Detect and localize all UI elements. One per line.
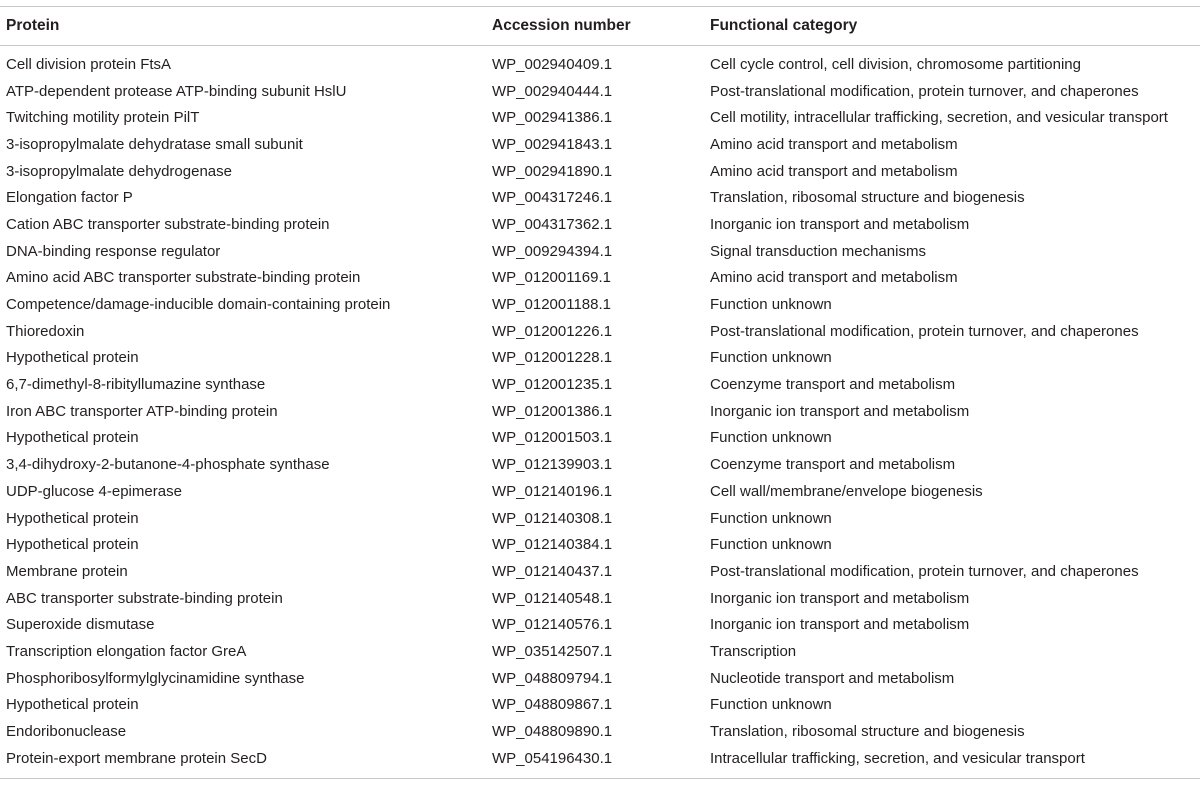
cell-protein: Thioredoxin xyxy=(6,322,85,340)
cell-protein: Amino acid ABC transporter substrate-binding protein xyxy=(6,269,361,287)
table-row xyxy=(0,611,1200,638)
cell-protein: Membrane protein xyxy=(6,562,128,580)
table-row xyxy=(0,638,1200,665)
cell-protein: ATP-dependent protease ATP-binding subunit HslU xyxy=(6,82,347,100)
cell-functional-category: Post-translational modification, protein turnover, and chaperones xyxy=(710,322,1139,340)
table-row xyxy=(0,398,1200,425)
cell-functional-category: Amino acid transport and metabolism xyxy=(710,162,958,180)
cell-functional-category: Signal transduction mechanisms xyxy=(710,242,926,260)
cell-accession-number: WP_012140576.1 xyxy=(492,616,613,634)
table-body xyxy=(0,45,1200,772)
cell-functional-category: Inorganic ion transport and metabolism xyxy=(710,616,970,634)
cell-accession-number: WP_012140548.1 xyxy=(492,589,613,607)
table-row xyxy=(0,291,1200,318)
cell-functional-category: Function unknown xyxy=(710,349,832,367)
table-header xyxy=(0,7,1200,45)
cell-accession-number: WP_012001169.1 xyxy=(492,269,611,287)
cell-accession-number: WP_012139903.1 xyxy=(492,456,613,474)
cell-accession-number: WP_012001386.1 xyxy=(492,402,613,420)
cell-functional-category: Coenzyme transport and metabolism xyxy=(710,376,956,394)
table-row xyxy=(0,558,1200,585)
table-row xyxy=(0,158,1200,185)
cell-accession-number: WP_048809890.1 xyxy=(492,723,613,741)
cell-protein: Hypothetical protein xyxy=(6,429,139,447)
cell-accession-number: WP_012140437.1 xyxy=(492,562,613,580)
cell-protein: 6,7-dimethyl-8-ribityllumazine synthase xyxy=(6,376,266,394)
cell-functional-category: Post-translational modification, protein turnover, and chaperones xyxy=(710,82,1139,100)
table-row xyxy=(0,505,1200,532)
table-row xyxy=(0,211,1200,238)
table-row xyxy=(0,45,1200,78)
cell-functional-category: Amino acid transport and metabolism xyxy=(710,269,958,287)
cell-accession-number: WP_002940409.1 xyxy=(492,55,613,73)
cell-protein: Endoribonuclease xyxy=(6,723,127,741)
cell-protein: Twitching motility protein PilT xyxy=(6,109,200,127)
cell-protein: Iron ABC transporter ATP-binding protein xyxy=(6,402,278,420)
table-row xyxy=(0,371,1200,398)
cell-protein: 3-isopropylmalate dehydratase small subunit xyxy=(6,135,303,153)
cell-functional-category: Cell wall/membrane/envelope biogenesis xyxy=(710,482,983,500)
cell-functional-category: Translation, ribosomal structure and biogenesis xyxy=(710,189,1025,207)
table-row xyxy=(0,745,1200,772)
cell-accession-number: WP_048809794.1 xyxy=(492,669,613,687)
cell-functional-category: Intracellular trafficking, secretion, and vesicular transport xyxy=(710,749,1085,767)
cell-functional-category: Nucleotide transport and metabolism xyxy=(710,669,955,687)
cell-protein: Superoxide dismutase xyxy=(6,616,155,634)
protein-table xyxy=(0,7,1200,772)
cell-protein: Hypothetical protein xyxy=(6,536,139,554)
cell-protein: Cation ABC transporter substrate-binding protein xyxy=(6,215,330,233)
table-row xyxy=(0,78,1200,105)
cell-protein: Cell division protein FtsA xyxy=(6,55,172,73)
cell-accession-number: WP_004317246.1 xyxy=(492,189,613,207)
table-row xyxy=(0,104,1200,131)
table-row xyxy=(0,665,1200,692)
cell-functional-category: Coenzyme transport and metabolism xyxy=(710,456,956,474)
cell-accession-number: WP_012001228.1 xyxy=(492,349,613,367)
cell-protein: 3-isopropylmalate dehydrogenase xyxy=(6,162,232,180)
table-row xyxy=(0,531,1200,558)
cell-accession-number: WP_002940444.1 xyxy=(492,82,613,100)
cell-protein: ABC transporter substrate-binding protein xyxy=(6,589,283,607)
cell-protein: Hypothetical protein xyxy=(6,509,139,527)
cell-accession-number: WP_054196430.1 xyxy=(492,749,613,767)
cell-functional-category: Transcription xyxy=(710,642,797,660)
table-row xyxy=(0,478,1200,505)
cell-accession-number: WP_012001188.1 xyxy=(492,296,611,314)
header-row xyxy=(0,7,1200,45)
cell-protein: Protein-export membrane protein SecD xyxy=(6,749,267,767)
cell-functional-category: Post-translational modification, protein turnover, and chaperones xyxy=(710,562,1139,580)
table-row xyxy=(0,345,1200,372)
cell-protein: Phosphoribosylformylglycinamidine synthase xyxy=(6,669,305,687)
column-header-functional-category: Functional category xyxy=(710,17,858,34)
table-row xyxy=(0,692,1200,719)
table-row xyxy=(0,425,1200,452)
cell-accession-number: WP_012001235.1 xyxy=(492,376,613,394)
cell-protein: UDP-glucose 4-epimerase xyxy=(6,482,182,500)
table-row xyxy=(0,238,1200,265)
cell-functional-category: Function unknown xyxy=(710,536,832,554)
cell-functional-category: Function unknown xyxy=(710,509,832,527)
cell-functional-category: Function unknown xyxy=(710,296,832,314)
cell-functional-category: Cell motility, intracellular trafficking, secretion, and vesicular transport xyxy=(710,109,1168,127)
cell-functional-category: Cell cycle control, cell division, chromosome partitioning xyxy=(710,55,1081,73)
cell-functional-category: Inorganic ion transport and metabolism xyxy=(710,589,970,607)
cell-accession-number: WP_012140196.1 xyxy=(492,482,613,500)
cell-functional-category: Translation, ribosomal structure and biogenesis xyxy=(710,723,1025,741)
column-header-accession-number: Accession number xyxy=(492,17,631,34)
table-row xyxy=(0,131,1200,158)
cell-protein: Elongation factor P xyxy=(6,189,133,207)
table-row xyxy=(0,718,1200,745)
cell-protein: Transcription elongation factor GreA xyxy=(6,642,247,660)
cell-accession-number: WP_012140384.1 xyxy=(492,536,613,554)
table-row xyxy=(0,265,1200,292)
cell-accession-number: WP_004317362.1 xyxy=(492,215,613,233)
cell-accession-number: WP_035142507.1 xyxy=(492,642,613,660)
cell-accession-number: WP_048809867.1 xyxy=(492,696,613,714)
cell-protein: Competence/damage-inducible domain-containing protein xyxy=(6,296,391,314)
cell-protein: Hypothetical protein xyxy=(6,349,139,367)
cell-protein: DNA-binding response regulator xyxy=(6,242,221,260)
column-header-protein: Protein xyxy=(6,17,60,34)
cell-accession-number: WP_009294394.1 xyxy=(492,242,613,260)
table-bottom-rule xyxy=(0,778,1200,779)
cell-functional-category: Amino acid transport and metabolism xyxy=(710,135,958,153)
cell-functional-category: Function unknown xyxy=(710,429,832,447)
cell-functional-category: Inorganic ion transport and metabolism xyxy=(710,402,970,420)
cell-functional-category: Function unknown xyxy=(710,696,832,714)
cell-functional-category: Inorganic ion transport and metabolism xyxy=(710,215,970,233)
table-row xyxy=(0,585,1200,612)
cell-accession-number: WP_002941843.1 xyxy=(492,135,613,153)
table-row xyxy=(0,318,1200,345)
cell-accession-number: WP_012001503.1 xyxy=(492,429,613,447)
cell-protein: 3,4-dihydroxy-2-butanone-4-phosphate synthase xyxy=(6,456,330,474)
table-row xyxy=(0,184,1200,211)
cell-accession-number: WP_012001226.1 xyxy=(492,322,613,340)
cell-protein: Hypothetical protein xyxy=(6,696,139,714)
cell-accession-number: WP_012140308.1 xyxy=(492,509,613,527)
cell-accession-number: WP_002941386.1 xyxy=(492,109,613,127)
table-row xyxy=(0,451,1200,478)
cell-accession-number: WP_002941890.1 xyxy=(492,162,613,180)
